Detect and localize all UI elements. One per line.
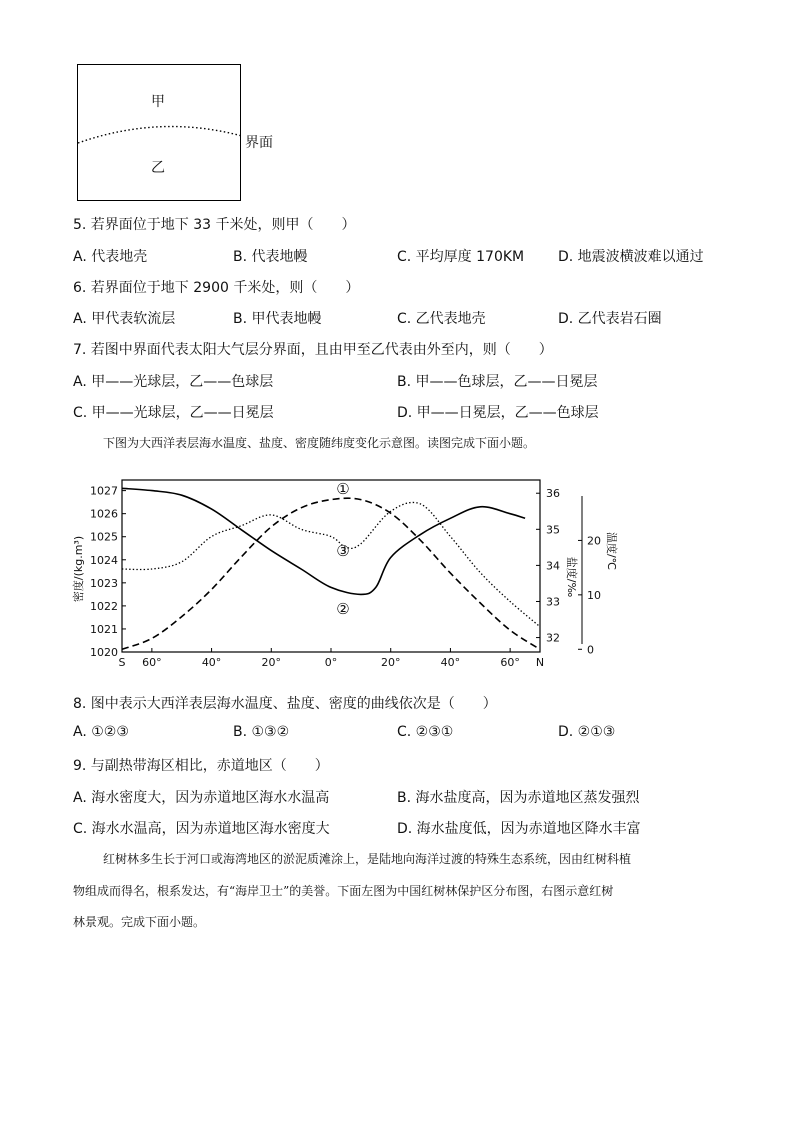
salinity-tick-label-2: 34 xyxy=(546,559,560,573)
density-tick-label-5: 1025 xyxy=(90,530,118,544)
atlantic-surface-water-chart xyxy=(70,466,618,676)
question-9-stem: 9. 与副热带海区相比，赤道地区（ ） xyxy=(73,758,329,774)
x-tick-label-2: 40° xyxy=(201,656,222,669)
question-5-stem: 5. 若界面位于地下 33 千米处，则甲（ ） xyxy=(73,217,356,233)
layer-label-lower: 乙 xyxy=(151,160,165,176)
series-line-1 xyxy=(122,498,540,649)
density-tick-label-6: 1026 xyxy=(90,507,118,521)
salinity-tick-label-1: 33 xyxy=(546,595,560,609)
q8-option-a[interactable]: A. ①②③ xyxy=(73,724,129,740)
density-tick-label-3: 1023 xyxy=(90,576,118,590)
x-tick-label-5: 20° xyxy=(380,656,401,669)
q5-option-a[interactable]: A. 代表地壳 xyxy=(73,249,148,265)
q8-option-d[interactable]: D. ②①③ xyxy=(558,724,616,740)
chart-frame xyxy=(122,480,540,652)
chart-intro-text: 下图为大西洋表层海水温度、盐度、密度随纬度变化示意图。读图完成下面小题。 xyxy=(103,436,536,450)
q7-option-a[interactable]: A. 甲——光球层，乙——色球层 xyxy=(73,374,274,390)
q9-option-a[interactable]: A. 海水密度大，因为赤道地区海水水温高 xyxy=(73,790,330,806)
q7-option-c[interactable]: C. 甲——光球层，乙——日冕层 xyxy=(73,405,274,421)
mangrove-intro-line-3: 林景观。完成下面小题。 xyxy=(73,915,206,929)
q6-option-d[interactable]: D. 乙代表岩石圈 xyxy=(558,311,662,327)
temperature-tick-label-2: 20 xyxy=(587,534,601,548)
density-tick-label-4: 1024 xyxy=(90,553,118,567)
salinity-tick-label-0: 32 xyxy=(546,631,560,645)
temperature-tick-label-1: 10 xyxy=(587,588,601,602)
series-line-3 xyxy=(122,502,540,626)
temperature-axis-title: 温度/℃ xyxy=(605,531,618,571)
mangrove-intro-line-1: 红树林多生长于河口或海湾地区的淤泥质滩涂上，是陆地向海洋过渡的特殊生态系统，因由红树科植 xyxy=(103,852,632,866)
boundary-label: 界面 xyxy=(245,135,273,151)
q8-option-b[interactable]: B. ①③② xyxy=(233,724,290,740)
x-tick-label-3: 20° xyxy=(261,656,282,669)
question-6-stem: 6. 若界面位于地下 2900 千米处，则（ ） xyxy=(73,280,360,296)
q8-option-c[interactable]: C. ②③① xyxy=(397,724,454,740)
boundary-curve xyxy=(76,118,246,148)
density-tick-label-1: 1021 xyxy=(90,622,118,636)
q9-option-d[interactable]: D. 海水盐度低，因为赤道地区降水丰富 xyxy=(397,821,641,837)
density-tick-label-7: 1027 xyxy=(90,484,118,498)
q5-option-d[interactable]: D. 地震波横波难以通过 xyxy=(558,249,704,265)
salinity-tick-label-3: 35 xyxy=(546,523,560,537)
q6-option-b[interactable]: B. 甲代表地幔 xyxy=(233,311,322,327)
curve-label-3: ③ xyxy=(336,542,350,560)
x-tick-label-8: N xyxy=(535,656,545,669)
x-tick-label-7: 60° xyxy=(500,656,520,669)
q9-option-c[interactable]: C. 海水水温高，因为赤道地区海水密度大 xyxy=(73,821,330,837)
density-axis-title: 密度/(kg.m³) xyxy=(72,535,85,603)
x-tick-label-1: 60° xyxy=(142,656,162,669)
q5-option-c[interactable]: C. 平均厚度 170KM xyxy=(397,249,525,265)
series-line-2 xyxy=(122,488,525,594)
q6-option-a[interactable]: A. 甲代表软流层 xyxy=(73,311,176,327)
curve-label-2: ② xyxy=(336,600,350,618)
x-tick-label-0: S xyxy=(118,656,126,669)
x-tick-label-4: 0° xyxy=(324,656,338,669)
salinity-axis-title: 盐度/‰ xyxy=(565,556,578,598)
q9-option-b[interactable]: B. 海水盐度高，因为赤道地区蒸发强烈 xyxy=(397,790,640,806)
density-tick-label-0: 1020 xyxy=(90,646,118,659)
temperature-tick-label-0: 0 xyxy=(587,643,594,657)
density-tick-label-2: 1022 xyxy=(90,599,118,613)
mangrove-intro-line-2: 物组成而得名，根系发达，有“海岸卫士”的美誉。下面左图为中国红树林保护区分布图，右图示意红树 xyxy=(73,884,614,898)
q5-option-b[interactable]: B. 代表地幔 xyxy=(233,249,308,265)
curve-label-1: ① xyxy=(336,480,350,498)
q7-option-d[interactable]: D. 甲——日冕层，乙——色球层 xyxy=(397,405,599,421)
salinity-tick-label-4: 36 xyxy=(546,487,560,501)
question-8-stem: 8. 图中表示大西洋表层海水温度、盐度、密度的曲线依次是（ ） xyxy=(73,696,497,712)
question-7-stem: 7. 若图中界面代表太阳大气层分界面，且由甲至乙代表由外至内，则（ ） xyxy=(73,342,553,358)
layer-label-upper: 甲 xyxy=(151,94,165,110)
q7-option-b[interactable]: B. 甲——色球层，乙——日冕层 xyxy=(397,374,598,390)
q6-option-c[interactable]: C. 乙代表地壳 xyxy=(397,311,486,327)
x-tick-label-6: 40° xyxy=(440,656,461,669)
